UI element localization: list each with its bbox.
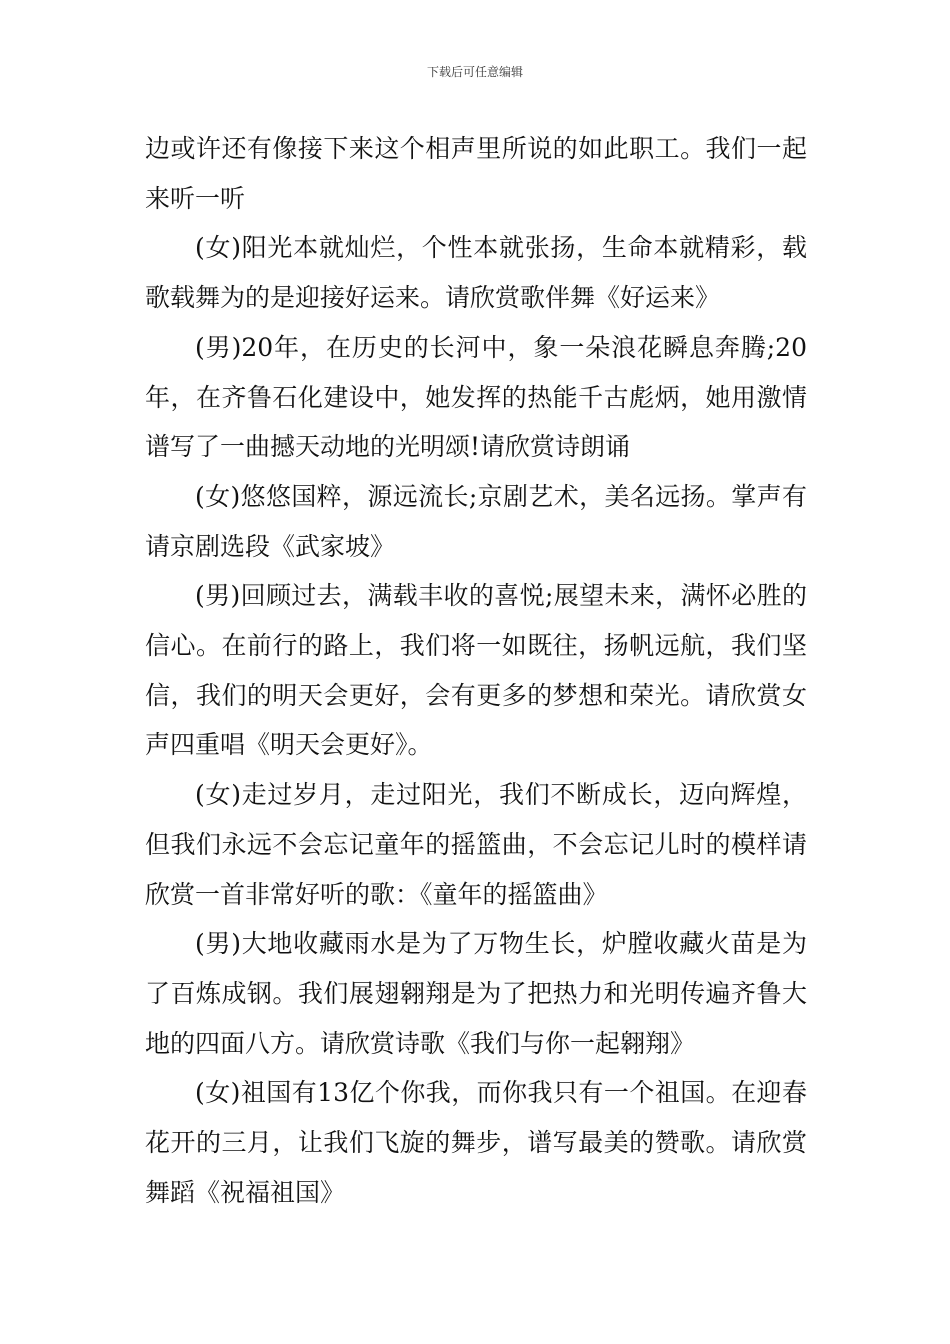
document-body	[145, 124, 807, 1217]
paragraph-4: (女)悠悠国粹，源远流长;京剧艺术，美名远扬。掌声有请京剧选段《武家坡》	[145, 481, 807, 561]
paragraph-1: 边或许还有像接下来这个相声里所说的如此职工。我们一起来听一听	[145, 134, 807, 213]
paragraph-3: (男)20年，在历史的长河中，象一朵浪花瞬息奔腾;20年，在齐鲁石化建设中，她发挥的热能千古彪炳，她用激情谱写了一曲撼天动地的光明颂!请欣赏诗朗诵	[145, 332, 807, 462]
paragraph-6: (女)走过岁月，走过阳光，我们不断成长，迈向辉煌，但我们永远不会忘记童年的摇篮曲，不会忘记儿时的模样请欣赏一首非常好听的歌：《童年的摇篮曲》	[145, 780, 807, 909]
page-header: 下载后可任意编辑	[426, 65, 523, 79]
paragraph-7: (男)大地收藏雨水是为了万物生长，炉膛收藏火苗是为了百炼成钢。我们展翅翱翔是为了把热力和光明传遍齐鲁大地的四面八方。请欣赏诗歌《我们与你一起翱翔》	[145, 929, 807, 1058]
paragraph-5: (男)回顾过去，满载丰收的喜悦;展望未来，满怀必胜的信心。在前行的路上，我们将一如既往，扬帆远航，我们坚信，我们的明天会更好，会有更多的梦想和荣光。请欣赏女声四重唱《明天会更好》。	[145, 581, 807, 760]
paragraph-8: (女)祖国有13亿个你我，而你我只有一个祖国。在迎春花开的三月，让我们飞旋的舞步，谱写最美的赞歌。请欣赏舞蹈《祝福祖国》	[145, 1078, 807, 1207]
paragraph-2: (女)阳光本就灿烂，个性本就张扬，生命本就精彩，载歌载舞为的是迎接好运来。请欣赏歌伴舞《好运来》	[145, 233, 807, 313]
